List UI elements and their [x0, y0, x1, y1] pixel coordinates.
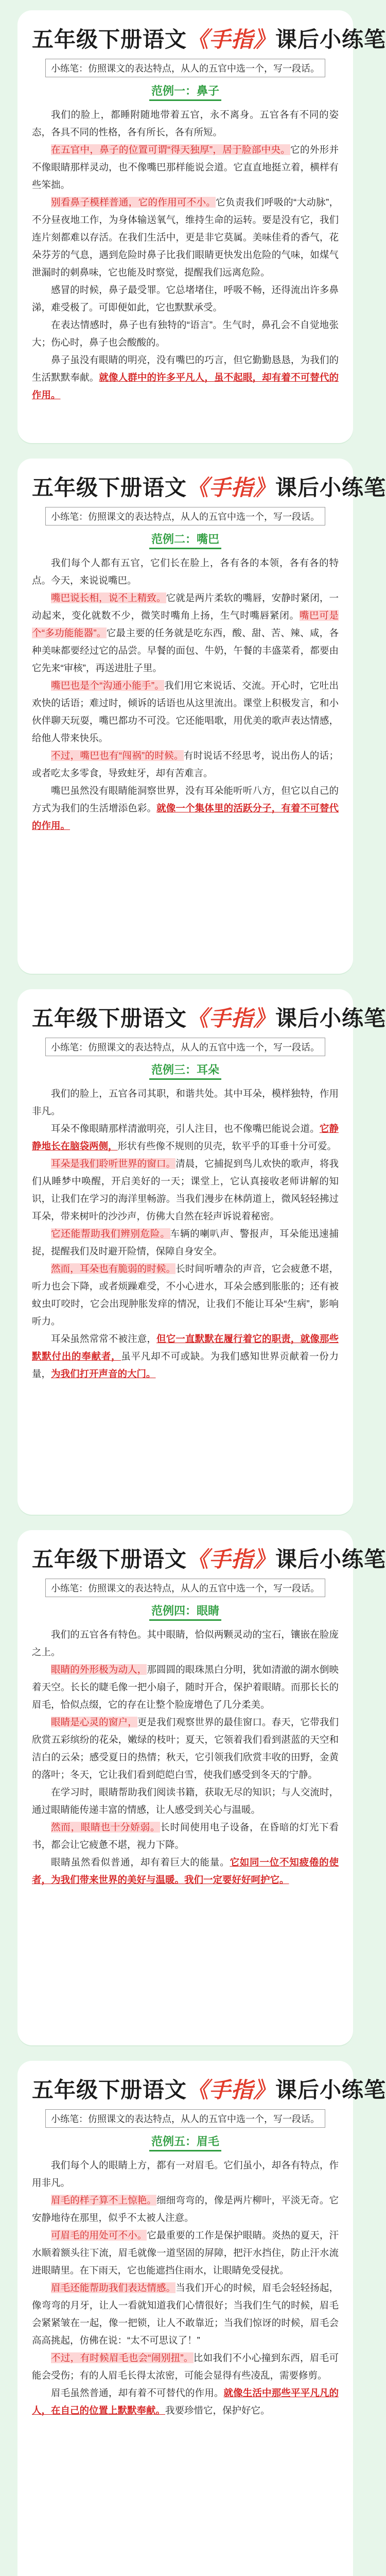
- card-title: 五年级下册语文《手指》课后小练笔: [32, 1006, 386, 1030]
- paragraph: [32, 1330, 339, 1383]
- paragraph: [32, 1085, 339, 1120]
- example-body: [32, 1626, 339, 1889]
- paragraph: [32, 2157, 339, 2192]
- example-card-4: [17, 1530, 386, 2045]
- instruction-box: 小练笔：仿照课文的表达特点，从人的五官中选一个，写一段话。: [45, 507, 325, 526]
- card-title: 五年级下册语文《手指》课后小练笔: [32, 476, 386, 500]
- example-body: [32, 2157, 339, 2419]
- paragraph: [32, 2349, 339, 2384]
- text-segment: 耳朵不像眼睛那样清澈明亮，引人注目，也不像嘴巴能说会道。: [51, 1123, 320, 1134]
- paragraph: [32, 1784, 339, 1819]
- text-segment: 我们用它来说话、交流。开心时，它吐出欢快的话语；难过时，倾诉的话语也从这里流出。课堂上积极发言，和小伙伴聊天玩耍，嘴巴都功不可没。它还能唱歌，用优美的歌声表达情感，给他人带来快乐。: [32, 680, 339, 743]
- highlighted-text: 就像生活中那些平平凡凡的人，在自己的位置上默默奉献。: [32, 2387, 339, 2416]
- text-segment: 我们的脸上，都睡附随地带着五官，永不离身。五官各有不同的姿态，各具不同的性格，各有所长，各有所短。: [32, 109, 339, 138]
- text-segment: 我们的脸上，五官各司其职，和谐共处。其中耳朵，模样独特，作用非凡。: [32, 1088, 339, 1116]
- text-segment: 它的外形并不像眼睛那样灵动，也不像嘴巴那样能说会道。它直直地挺立着，横样有些笨拙。: [32, 144, 339, 190]
- text-segment: 它负责我们呼吸的“大动脉”，不分昼夜地工作，为身体输送氧气，维持生命的运转。要是没有它，我们连片刻都难以存活。在我们生活中，更是非它莫属。美味佳肴的香气，花朵芬芳的气息，遇到危险时鼻子比我们眼睛更快发出危险的气味，如煤气泄漏时的刺鼻味，它也能及时察觉，提醒我们远离危险。: [32, 197, 339, 278]
- example-heading: 范例二：嘴巴: [32, 531, 339, 549]
- text-segment: 比如我们不小心撞到东西，眉毛可能会受伤；有的人眉毛长得太浓密，可能会显得有些凌乱，需要修剪。: [32, 2352, 339, 2381]
- example-card-3: [17, 989, 386, 1515]
- text-segment: 它最主要的任务就是吃东西，酸、甜、苦、辣、咸，各种美味都要经过它的品尝。早餐的面包、牛奶，午餐的丰盛菜肴，都要由它先来“审核”，再送进肚子里。: [32, 628, 339, 673]
- instruction-box: 小练笔：仿照课文的表达特点，从人的五官中选一个，写一段话。: [45, 59, 325, 77]
- text-segment: 细细弯弯的，像是两片柳叶，平淡无奇。它安静地待在那里，似乎不太被人注意。: [32, 2195, 339, 2223]
- highlighted-text: 别看鼻子模样普通，它的作用可不小。: [51, 197, 216, 208]
- paragraph: [32, 2227, 339, 2279]
- example-heading: 范例四：眼睛: [32, 1602, 339, 1621]
- highlighted-text: 可眉毛的用处可不小。: [51, 2230, 147, 2241]
- paragraph: [32, 2192, 339, 2227]
- paragraph: [32, 281, 339, 316]
- instruction-box: 小练笔：仿照课文的表达特点，从人的五官中选一个，写一段话。: [45, 2109, 325, 2128]
- text-segment: 那圆圆的眼珠黑白分明，犹如清澈的湖水倒映着天空。长长的睫毛像一把小扇子，随时开合，保护着眼睛。而那长长的眉毛，恰似点缀，它的存在让整个脸庞增色了几分柔美。: [32, 1664, 339, 1710]
- text-segment: 鼻子虽没有眼睛的明亮，没有嘴巴的巧言，但它勤勤恳恳，为我们的生活默默奉献。: [32, 354, 339, 383]
- highlighted-text: 它还能帮助我们辨别危险。: [51, 1228, 170, 1239]
- text-segment: 我要珍惜它，保护好它。: [165, 2405, 270, 2416]
- highlighted-text: 然而，耳朵也有脆弱的时候。: [51, 1263, 176, 1274]
- text-segment: 清晨，它捕捉到鸟儿欢快的歌声，将我们从睡梦中唤醒，开启美好的一天；课堂上，它认真接收老师讲解的知识，让我们在学习的海洋里畅游。当我们漫步在林荫道上，微风轻轻拂过耳朵，带来树叶的沙沙声，仿佛大自然在轻声诉说着秘密。: [32, 1158, 339, 1222]
- paragraph: [32, 1260, 339, 1330]
- highlighted-text: 眉毛的样子算不上惊艳。: [51, 2195, 157, 2206]
- example-heading: 范例一：鼻子: [32, 82, 339, 101]
- example-body: [32, 106, 339, 404]
- highlighted-text: 嘴巴也是个“沟通小能手”。: [51, 680, 165, 691]
- text-segment: 眼睛虽然看似普通，却有着巨大的能量。: [51, 1857, 230, 1868]
- highlighted-text: 眼睛是心灵的窗户，: [51, 1717, 137, 1727]
- highlighted-text: 它静静地长在脑袋两侧，: [32, 1123, 339, 1151]
- text-segment: 我们的五官各有特色。其中眼睛，恰似两颗灵动的宝石，镶嵌在脸庞之上。: [32, 1629, 339, 1657]
- paragraph: [32, 1854, 339, 1889]
- text-segment: 眉毛虽然普通，却有着不可替代的作用。: [51, 2387, 224, 2398]
- instruction-box: 小练笔：仿照课文的表达特点，从人的五官中选一个，写一段话。: [45, 1038, 325, 1056]
- highlighted-text: 眉毛还能帮助我们表达情感。: [51, 2282, 176, 2293]
- highlighted-text: 就像人群中的许多平凡人，虽不起眼，却有着不可替代的作用。: [32, 372, 339, 400]
- paragraph: [32, 589, 339, 677]
- paragraph: [32, 554, 339, 589]
- highlighted-text: 为我们打开声音的大门。: [51, 1368, 156, 1379]
- paragraph: [32, 194, 339, 281]
- highlighted-text: 眼睛的外形极为动人，: [51, 1664, 147, 1675]
- highlighted-text: 然而，眼睛也十分娇弱。: [51, 1822, 161, 1833]
- highlighted-text: 嘴巴说长相，说不上精致。: [51, 592, 166, 603]
- text-segment: 它就是两片柔软的嘴唇，安静时紧闭，一动起来，变化就数不少，微笑时嘴角上扬，生气时嘴唇紧闭。: [32, 592, 339, 621]
- text-segment: 在表达情感时，鼻子也有独特的“语言”。生气时，鼻孔会不自觉地张大；伤心时，鼻子也会酸酸的。: [32, 319, 339, 348]
- highlighted-text: 在五官中，鼻子的位置可谓“得天独厚”，居于脸部中央。: [51, 144, 291, 155]
- paragraph: [32, 106, 339, 141]
- text-segment: 嘴巴虽然没有眼睛能洞察世界，没有耳朵能听听八方，但它以自己的方式为我们的生活增添色彩。: [32, 785, 339, 814]
- instruction-box: 小练笔：仿照课文的表达特点，从人的五官中选一个，写一段话。: [45, 1579, 325, 1597]
- text-segment: 形状有些像不规则的贝壳，软平乎的耳垂十分可爱。: [117, 1141, 337, 1151]
- text-segment: 虽平凡却不可或缺。为我们感知世界贡献着一份力量，: [32, 1351, 339, 1379]
- card-title: 五年级下册语文《手指》课后小练笔: [32, 1547, 386, 1571]
- example-body: [32, 1085, 339, 1383]
- paragraph: [32, 1714, 339, 1784]
- example-card-1: [17, 10, 386, 443]
- text-segment: 有时说话不经思考，说出伤人的话；或者吃太多零食，导致蛀牙，却有苦难言。: [32, 750, 339, 778]
- text-segment: 我们每个人都有五官，它们长在脸上，各有各的本领，各有各的特点。今天，来说说嘴巴。: [32, 557, 339, 586]
- text-segment: 长时间使用电子设备，在昏暗的灯光下看书，都会让它疲惫不堪，视力下降。: [32, 1822, 339, 1850]
- card-title: 五年级下册语文《手指》课后小练笔: [32, 2078, 386, 2102]
- paragraph: [32, 2384, 339, 2419]
- example-body: [32, 554, 339, 835]
- paragraph: [32, 1626, 339, 1661]
- paragraph: [32, 1120, 339, 1155]
- text-segment: 当我们开心的时候，眉毛会轻轻扬起，像弯弯的月牙，让人一看就知道我们心情很好；当我们生气的时候，眉毛会紧紧皱在一起，像一把锁，让人不敢靠近；当我们惊讶的时候，眉毛会高高挑起，仿佛在说：“太不可思议了！”: [32, 2282, 339, 2346]
- highlighted-text: 耳朵是我们聆听世界的窗口。: [51, 1158, 176, 1169]
- text-segment: 更是我们观察世界的最佳窗口。春天，它带我们欣赏五彩缤纷的花朵，嫩绿的枝叶；夏天，它领着我们看到湛蓝的天空和洁白的云朵；感受夏日的热情；秋天，它引领我们欣赏丰收的田野，金黄的落叶；冬天，它让我们看到皑皑白雪，使我们感受到冬天的宁静。: [32, 1717, 339, 1780]
- paragraph: [32, 351, 339, 404]
- text-segment: 车辆的喇叭声、警报声，耳朵能迅速捕捉，提醒我们及时避开险情，保障自身安全。: [32, 1228, 339, 1257]
- text-segment: 长时间听嘈杂的声音，它会疲惫不堪，听力也会下降，或者烦躁难受，不小心进水，耳朵会感到胀胀的；还有被蚊虫叮咬时，它会出现肿胀发痒的情况，让我们不能让耳朵“生病”，影响听力。: [32, 1263, 339, 1327]
- highlighted-text: 但它一直默默在履行着它的职责，就像那些默默付出的奉献者，: [32, 1333, 339, 1362]
- highlighted-text: 它如同一位不知疲倦的使者，为我们带来世界的美好与温暖。我们一定要好好呵护它。: [32, 1857, 339, 1885]
- highlighted-text: 就像一个集体里的活跃分子，有着不可替代的作用。: [32, 803, 339, 831]
- example-card-5: [17, 2061, 386, 2576]
- paragraph: [32, 2279, 339, 2349]
- paragraph: [32, 1225, 339, 1260]
- paragraph: [32, 1661, 339, 1714]
- paragraph: [32, 677, 339, 747]
- example-heading: 范例五：眉毛: [32, 2133, 339, 2151]
- text-segment: 感冒的时候，鼻子最受罪。它总堵堵住，呼吸不畅，还得流出许多鼻涕，难受极了。可即便如此，它也默默承受。: [32, 284, 339, 313]
- example-heading: 范例三：耳朵: [32, 1061, 339, 1080]
- highlighted-text: 嘴巴可是个“多功能能器”。: [32, 610, 339, 638]
- highlighted-text: 不过，嘴巴也有“闯祸”的时候。: [51, 750, 184, 761]
- text-segment: 我们每个人的眼睛上方，都有一对眉毛。它们虽小，却各有特点，作用非凡。: [32, 2160, 339, 2188]
- highlighted-text: 不过，有时候眉毛也会“闹别扭”。: [51, 2352, 194, 2363]
- text-segment: 在学习时，眼睛帮助我们阅读书籍，获取无尽的知识；与人交流时，通过眼睛能传递丰富的情感，让人感受到关心与温暖。: [32, 1787, 339, 1815]
- paragraph: [32, 1155, 339, 1225]
- paragraph: [32, 1819, 339, 1854]
- example-card-2: [17, 459, 386, 974]
- card-title: 五年级下册语文《手指》课后小练笔: [32, 27, 386, 52]
- paragraph: [32, 782, 339, 835]
- paragraph: [32, 141, 339, 194]
- text-segment: 耳朵虽然常常不被注意，: [51, 1333, 157, 1344]
- text-segment: 它最重要的工作是保护眼睛。炎热的夏天，汗水顺着额头往下流，眉毛就像一道坚固的屏障，把汗水挡住，防止汗水流进眼睛里。在下雨天，它也能遮挡住雨水，让眼睛免受侵扰。: [32, 2230, 339, 2276]
- paragraph: [32, 316, 339, 351]
- paragraph: [32, 747, 339, 782]
